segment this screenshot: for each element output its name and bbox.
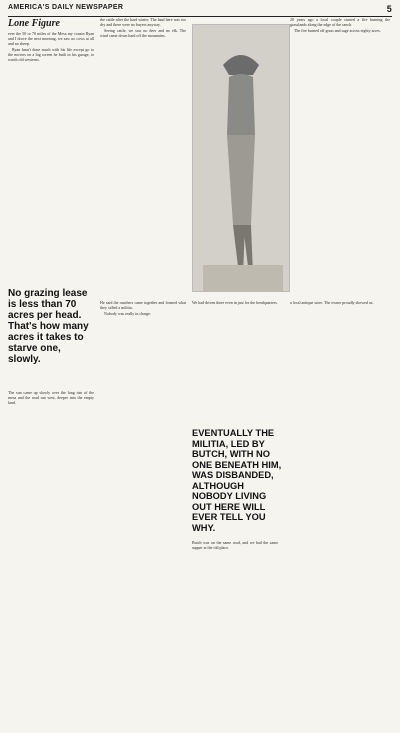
paragraph: the cattle after the hard winter. The land here was too dry and there were no buyers anyway.: [100, 17, 186, 27]
paragraph: He said the ranchers came together and formed what they called a militia.: [100, 300, 186, 310]
body-column-6: [100, 300, 186, 726]
paragraph: The sun came up slowly over the long rim of the mesa and the road ran west, deeper into the empty land.: [8, 390, 94, 405]
body-column-8: [192, 540, 278, 726]
page-header: [8, 4, 392, 17]
body-column-7: [192, 300, 278, 420]
paragraph: The fire burned off grass and sage across eighty acres.: [294, 28, 381, 33]
paragraph: a local antique store. The owner proudly showed us.: [290, 300, 374, 305]
body-column-1: [8, 31, 94, 284]
paragraph: We had driven there even in just for the headquarters.: [192, 300, 278, 305]
paragraph: Ryan hasn't done much with his life except go to the movies on a big screen he built in his garage, to watch old westerns.: [8, 47, 94, 62]
body-column-9: [290, 300, 390, 726]
pull-quote: EVENTUALLY THE MILITIA, LED BY BUTCH, WITH NO ONE BENEATH HIM, WAS DISBANDED, ALTHOUGH NOBODY LIVING OUT HERE WILL EVER TELL YOU WHY.: [192, 428, 282, 533]
section-title: AMERICA'S DAILY NEWSPAPER: [8, 4, 124, 11]
paragraph: Nobody was really in charge.: [104, 311, 151, 316]
headline: No grazing lease is less than 70 acres per head. That's how many acres it takes to starve one, slowly.: [8, 288, 89, 365]
cowboy-illustration-icon: [193, 25, 289, 291]
paragraph: Seeing cattle, we saw no deer and no elk. The wind came down hard off the mountains.: [100, 28, 186, 38]
paragraph: 20 years ago a local couple started a fire burning the grasslands along the edge of the ranch.: [290, 17, 390, 27]
body-column-5: [8, 390, 94, 726]
body-column-4: [290, 17, 390, 262]
photo-illustration: [192, 24, 290, 292]
paragraph: Butch was on the same road, and we had the same supper at the old place.: [192, 540, 278, 550]
page-number: 5: [386, 4, 392, 14]
body-column-2: [100, 17, 186, 262]
paragraph: ever the 50 or 70 miles of the Mesa my cousin Ryan and I drove the next morning, we saw no cows at all and no sheep.: [8, 31, 94, 46]
kicker: Lone Figure: [8, 18, 60, 29]
